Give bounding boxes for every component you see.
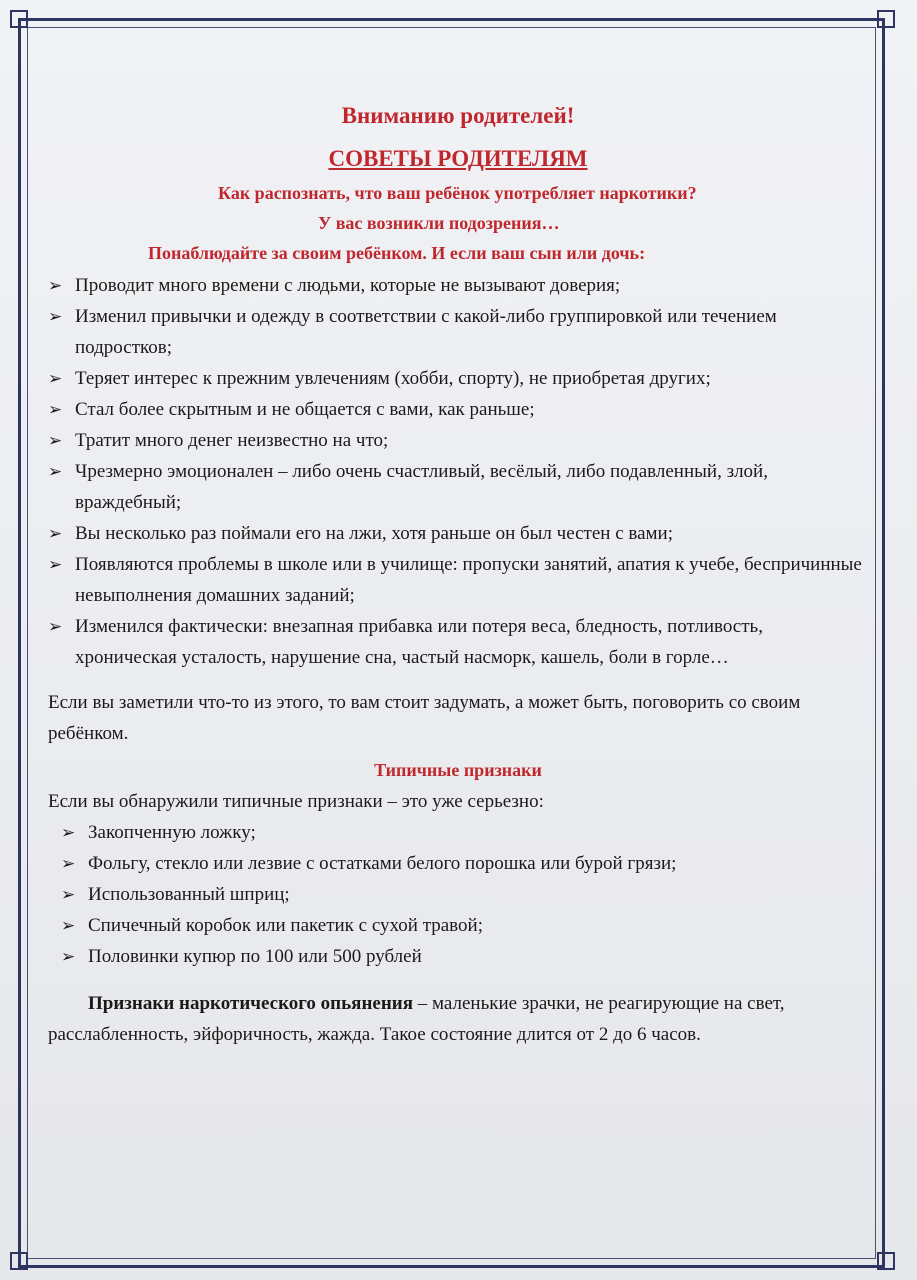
document-body — [48, 100, 868, 1050]
corner-ornament-top-left — [10, 10, 28, 28]
typical-signs-intro: Если вы обнаружили типичные признаки – это уже серьезно: — [48, 791, 544, 812]
arrow-bullet-icon: ➢ — [48, 431, 63, 450]
arrow-bullet-icon: ➢ — [48, 617, 63, 636]
arrow-bullet-icon: ➢ — [48, 400, 63, 419]
intoxication-label: Признаки наркотического опьянения — [88, 993, 414, 1014]
question-heading: Как распознать, что ваш ребёнок употребляет наркотики? — [218, 183, 697, 203]
arrow-bullet-icon: ➢ — [48, 555, 63, 574]
list-item: ➢ Спичечный коробок или пакетик с сухой травой; — [48, 910, 868, 941]
list-item: ➢ Фольгу, стекло или лезвие с остатками белого порошка или бурой грязи; — [48, 848, 868, 879]
arrow-bullet-icon: ➢ — [61, 885, 76, 904]
typical-signs-list — [48, 817, 868, 972]
page-title: Вниманию родителей! — [341, 103, 575, 128]
observe-heading: Понаблюдайте за своим ребёнком. И если ваш сын или дочь: — [148, 243, 646, 263]
signs-list — [48, 270, 868, 673]
list-item: ➢ Появляются проблемы в школе или в училище: пропуски занятий, апатия к учебе, беспричинные невыполнения домашних заданий; — [48, 549, 868, 611]
arrow-bullet-icon: ➢ — [61, 823, 76, 842]
list-item: ➢ Чрезмерно эмоционален – либо очень счастливый, весёлый, либо подавленный, злой, враждебный; — [48, 456, 868, 518]
list-item: ➢ Изменил привычки и одежду в соответствии с какой-либо группировкой или течением подростков; — [48, 301, 868, 363]
corner-ornament-bottom-left — [10, 1252, 28, 1270]
suspicion-heading: У вас возникли подозрения… — [318, 213, 560, 233]
list-item: ➢ Тратит много денег неизвестно на что; — [48, 425, 868, 456]
intoxication-text: – маленькие зрачки, не реагирующие на свет, расслабленность, эйфоричность, жажда. Такое состояние длится от 2 до 6 часов. — [48, 993, 785, 1045]
page-subtitle: СОВЕТЫ РОДИТЕЛЯМ — [328, 146, 588, 171]
corner-ornament-top-right — [877, 10, 895, 28]
list-item: ➢ Теряет интерес к прежним увлечениям (хобби, спорту), не приобретая других; — [48, 363, 868, 394]
advice-paragraph: Если вы заметили что-то из этого, то вам стоит задумать, а может быть, поговорить со своим ребёнком. — [48, 692, 801, 744]
list-item: ➢ Использованный шприц; — [48, 879, 868, 910]
arrow-bullet-icon: ➢ — [61, 916, 76, 935]
arrow-bullet-icon: ➢ — [48, 276, 63, 295]
arrow-bullet-icon: ➢ — [48, 462, 63, 481]
arrow-bullet-icon: ➢ — [61, 947, 76, 966]
list-item: ➢ Половинки купюр по 100 или 500 рублей — [48, 941, 868, 972]
intoxication-paragraph — [48, 988, 868, 1050]
arrow-bullet-icon: ➢ — [48, 307, 63, 326]
list-item: ➢ Закопченную ложку; — [48, 817, 868, 848]
list-item: ➢ Изменился фактически: внезапная прибавка или потеря веса, бледность, потливость, хроническая усталость, нарушение сна, частый насморк, кашель, боли в горле… — [48, 611, 868, 673]
list-item: ➢ Вы несколько раз поймали его на лжи, хотя раньше он был честен с вами; — [48, 518, 868, 549]
list-item: ➢ Проводит много времени с людьми, которые не вызывают доверия; — [48, 270, 868, 301]
typical-signs-heading: Типичные признаки — [374, 760, 542, 780]
arrow-bullet-icon: ➢ — [61, 854, 76, 873]
arrow-bullet-icon: ➢ — [48, 369, 63, 388]
list-item: ➢ Стал более скрытным и не общается с вами, как раньше; — [48, 394, 868, 425]
arrow-bullet-icon: ➢ — [48, 524, 63, 543]
corner-ornament-bottom-right — [877, 1252, 895, 1270]
